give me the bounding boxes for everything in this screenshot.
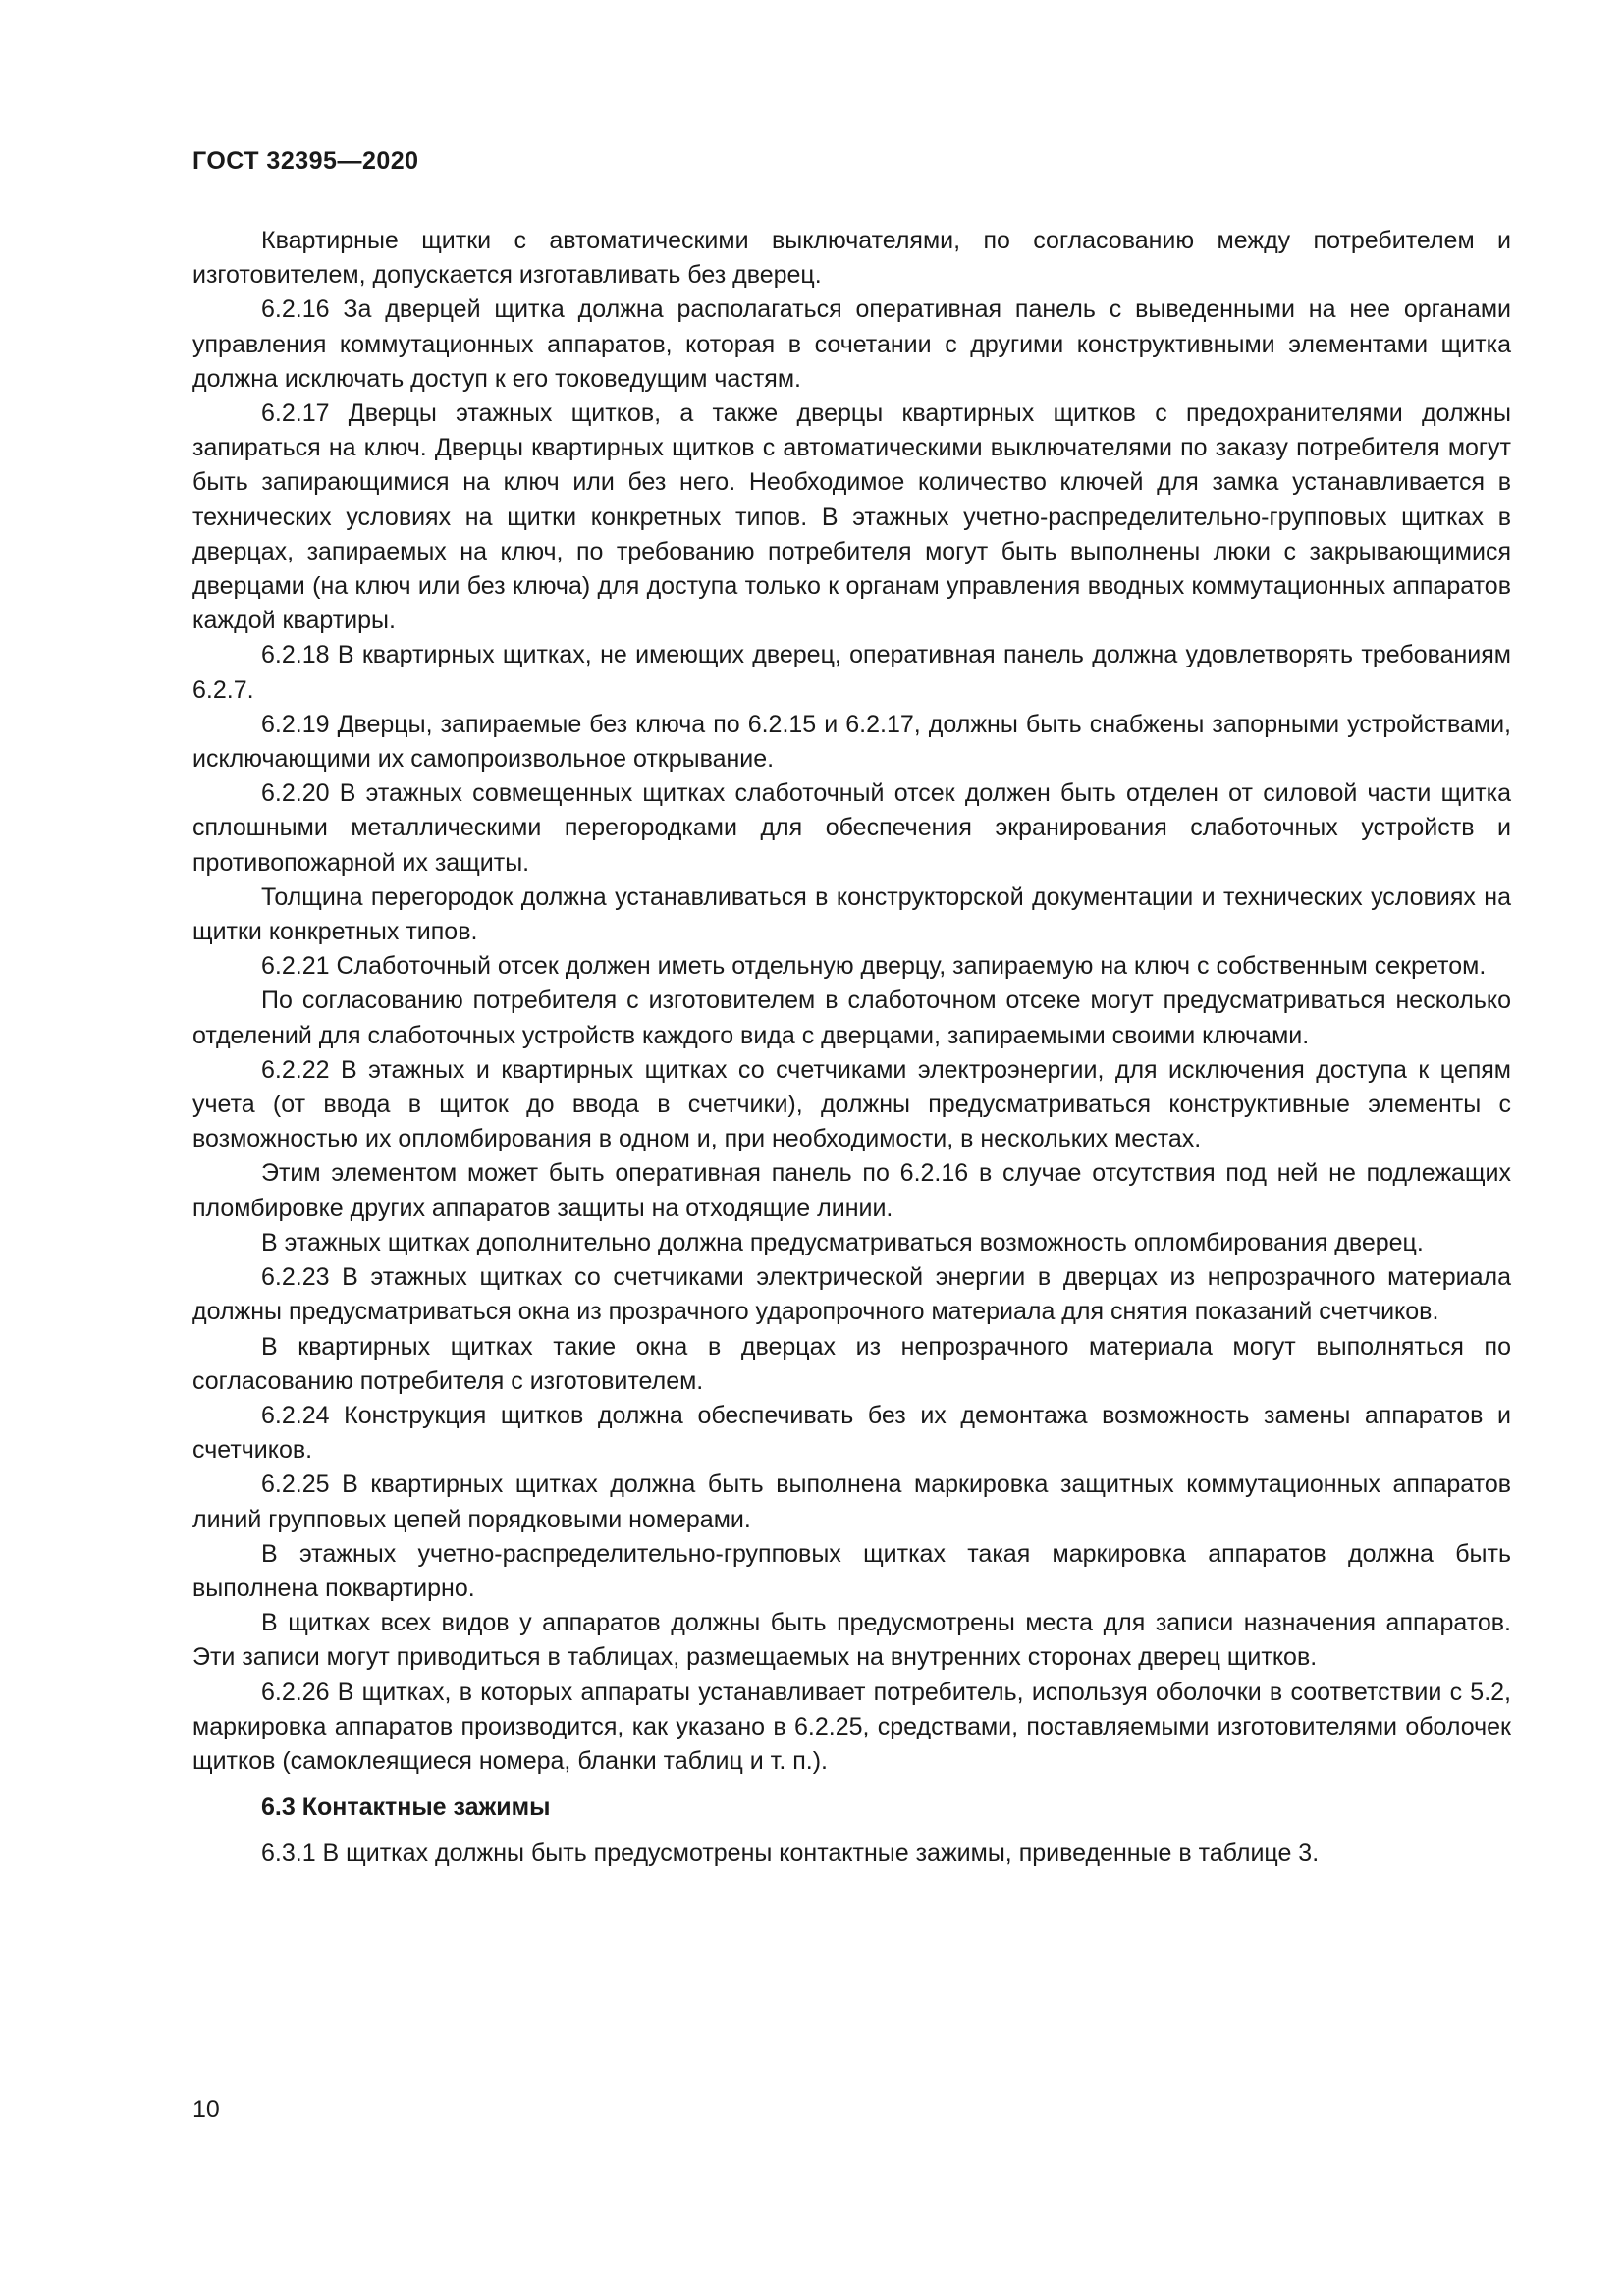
page-number: 10 [192, 2096, 220, 2123]
paragraph: 6.2.20 В этажных совмещенных щитках слаботочный отсек должен быть отделен от силовой части щитка сплошными металлическими перегородками для обеспечения экранирования слаботочных устройств и противопожарной их защиты. [192, 779, 1511, 877]
paragraph: В квартирных щитках такие окна в дверцах из непрозрачного материала могут выполняться по согласованию потребителя с изготовителем. [192, 1332, 1511, 1395]
paragraph: В этажных учетно-распределительно-групповых щитках такая маркировка аппаратов должна быть выполнена поквартирно. [192, 1539, 1511, 1602]
paragraph: Квартирные щитки с автоматическими выключателями, по согласованию между потребителем и изготовителем, допускается изготавливать без дверец. [192, 227, 1511, 290]
paragraph: 6.2.17 Дверцы этажных щитков, а также дверцы квартирных щитков с предохранителями должны запираться на ключ. Дверцы квартирных щитков с автоматическими выключателями по заказу потребителя могут быть запирающимися на ключ или без него. Необходимое количество ключей для замка устанавливается в технических условиях на щитки конкретных типов. В этажных учетно-распределительно-групповых щитках в дверцах, запираемых на ключ, по требованию потребителя могут быть выполнены люки с закрывающимися дверцами (на ключ или без ключа) для доступа только к органам управления вводных коммутационных аппаратов каждой квартиры. [192, 400, 1511, 635]
paragraph: По согласованию потребителя с изготовителем в слаботочном отсеке могут предусматриваться несколько отделений для слаботочных устройств каждого вида с дверцами, запираемыми своими ключами. [192, 987, 1511, 1049]
section-heading: 6.3 Контактные зажимы [261, 1793, 551, 1822]
document-body [192, 224, 1511, 1872]
paragraph: В щитках всех видов у аппаратов должны быть предусмотрены места для записи назначения аппаратов. Эти записи могут приводиться в таблицах, размещаемых на внутренних сторонах дверец щитков. [192, 1609, 1511, 1672]
paragraph: В этажных щитках дополнительно должна предусматриваться возможность опломбирования дверец. [261, 1228, 1424, 1256]
paragraph: 6.3.1 В щитках должны быть предусмотрены контактные зажимы, приведенные в таблице 3. [261, 1840, 1320, 1868]
paragraph: 6.2.22 В этажных и квартирных щитках со счетчиками электроэнергии, для исключения доступа к цепям учета (от ввода в щиток до ввода в счетчики), должны предусматриваться конструктивные элементы с возможностью их опломбирования в одном и, при необходимости, в нескольких местах. [192, 1055, 1511, 1153]
paragraph: Этим элементом может быть оперативная панель по 6.2.16 в случае отсутствия под ней не подлежащих пломбировке других аппаратов защиты на отходящие линии. [192, 1159, 1511, 1222]
paragraph: 6.2.24 Конструкция щитков должна обеспечивать без их демонтажа возможность замены аппаратов и счетчиков. [192, 1401, 1511, 1465]
paragraph: 6.2.21 Слаботочный отсек должен иметь отдельную дверцу, запираемую на ключ с собственным секретом. [261, 952, 1487, 981]
paragraph: 6.2.19 Дверцы, запираемые без ключа по 6.2.15 и 6.2.17, должны быть снабжены запорными устройствами, исключающими их самопроизвольное открывание. [192, 710, 1511, 774]
paragraph: 6.2.16 За дверцей щитка должна располагаться оперативная панель с выведенными на нее органами управления коммутационных аппаратов, которая в сочетании с другими конструктивными элементами щитка должна исключать доступ к его токоведущим частям. [192, 295, 1511, 393]
paragraph: 6.2.25 В квартирных щитках должна быть выполнена маркировка защитных коммутационных аппаратов линий групповых цепей порядковыми номерами. [192, 1470, 1511, 1533]
paragraph: 6.2.23 В этажных щитках со счетчиками электрической энергии в дверцах из непрозрачного материала должны предусматриваться окна из прозрачного ударопрочного материала для снятия показаний счетчиков. [192, 1263, 1511, 1326]
paragraph: 6.2.18 В квартирных щитках, не имеющих дверец, оперативная панель должна удовлетворять требованиям 6.2.7. [192, 641, 1511, 704]
paragraph: Толщина перегородок должна устанавливаться в конструкторской документации и технических условиях на щитки конкретных типов. [192, 882, 1511, 946]
standard-header: ГОСТ 32395—2020 [192, 147, 419, 175]
paragraph: 6.2.26 В щитках, в которых аппараты устанавливает потребитель, используя оболочки в соответствии с 5.2, маркировка аппаратов производится, как указано в 6.2.25, средствами, поставляемыми изготовителями оболочек щитков (самоклеящиеся номера, бланки таблиц и т. п.). [192, 1678, 1511, 1775]
